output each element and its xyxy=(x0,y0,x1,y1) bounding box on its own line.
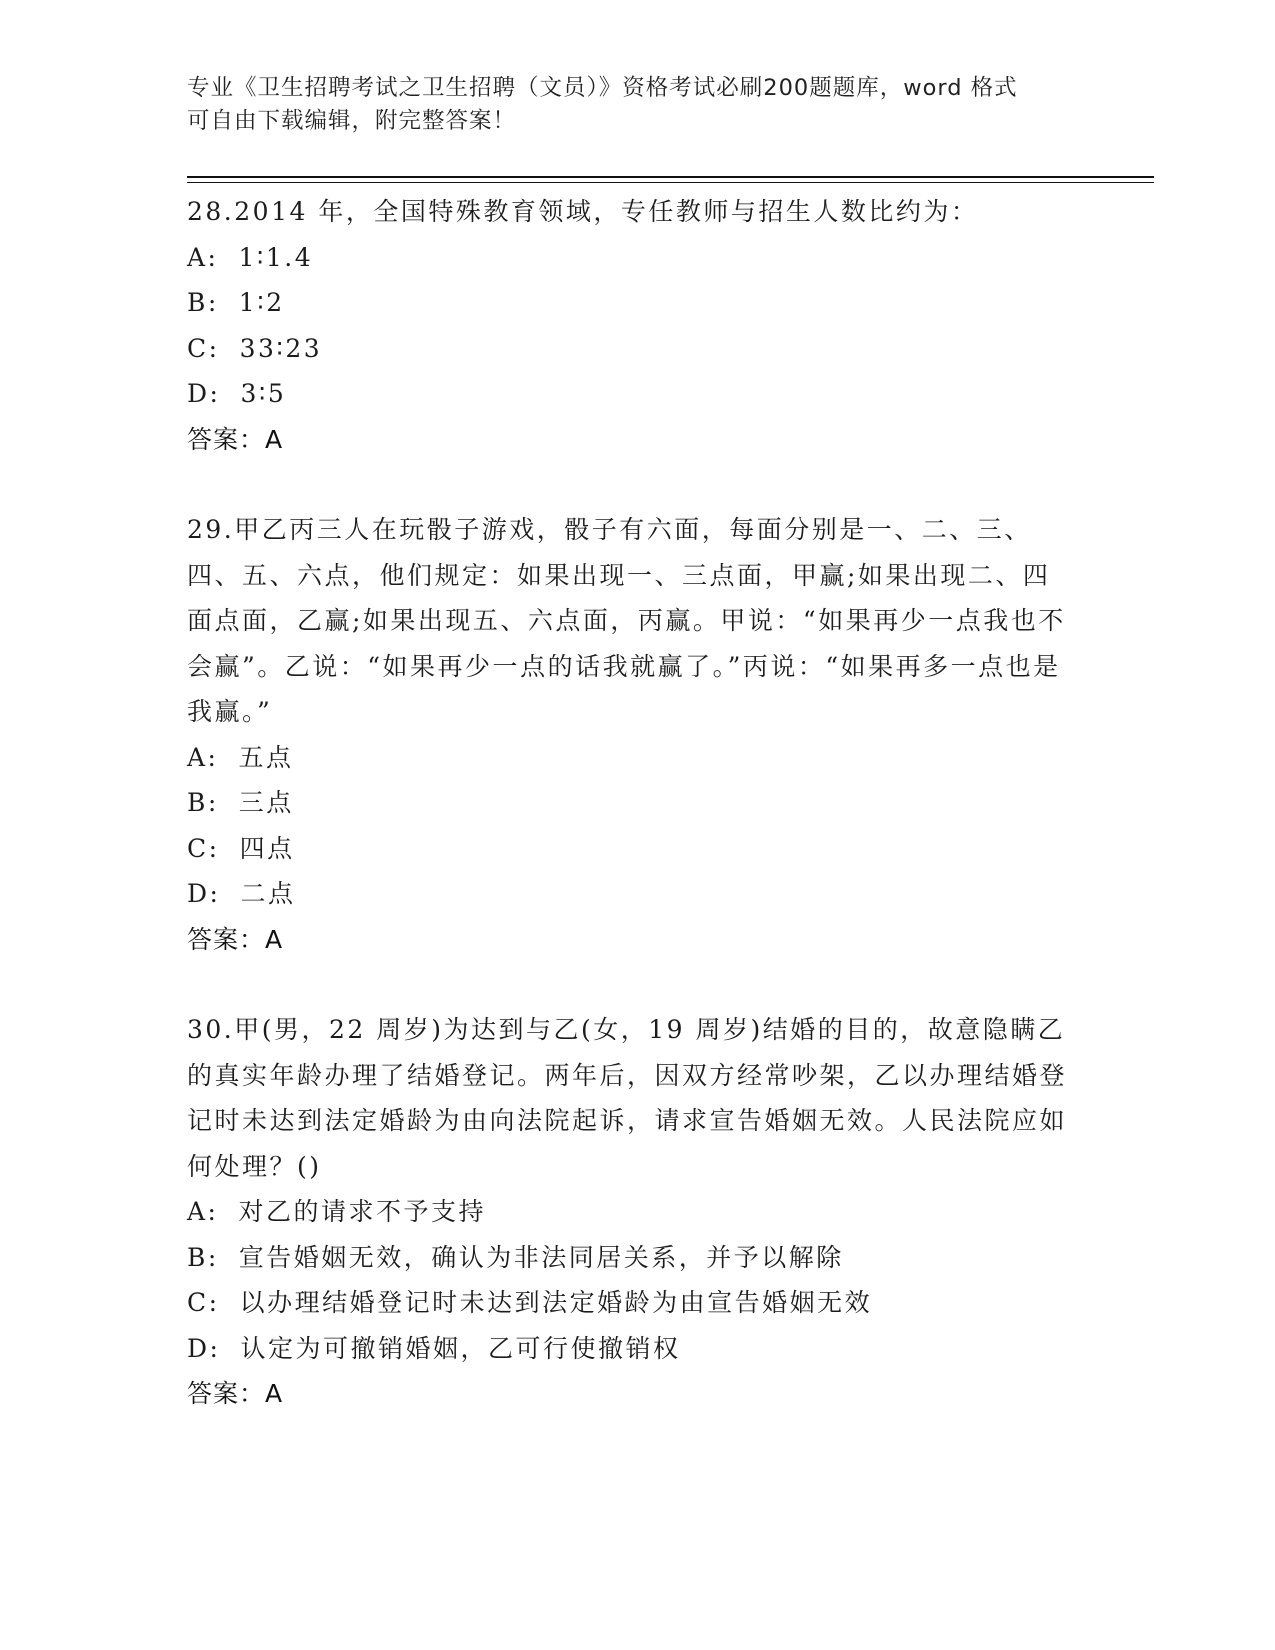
option-letter: C: xyxy=(187,833,220,863)
option-text: 宣告婚姻无效，确认为非法同居关系，并予以解除 xyxy=(238,1242,844,1272)
header-line-2: 可自由下载编辑，附完整答案！ xyxy=(187,108,517,134)
option-a xyxy=(187,735,1077,781)
option-text: 以办理结婚登记时未达到法定婚龄为由宣告婚姻无效 xyxy=(239,1288,873,1317)
question-29 xyxy=(187,507,1077,962)
option-text: 1∶1.4 xyxy=(238,242,314,272)
option-text: 33∶23 xyxy=(239,333,323,363)
option-letter: A: xyxy=(187,1197,219,1226)
option-text: 对乙的请求不予支持 xyxy=(238,1197,486,1226)
header-line-1: 专业《卫生招聘考试之卫生招聘（文员）》资格考试必刷200题题库，word 格式 xyxy=(187,75,1018,101)
question-stem: 29.甲乙丙三人在玩骰子游戏，骰子有六面，每面分别是一、二、三、四、五、六点，他们规定：如果出现一、三点面，甲赢;如果出现二、四面点面，乙赢;如果出现五、六点面，丙赢。甲说：“如果再少一点我也不会赢”。乙说：“如果再少一点的话我就赢了。”丙说：“如果再多一点也是我赢。” xyxy=(187,515,1066,726)
header-divider-thick xyxy=(187,176,1154,178)
option-text: 3∶5 xyxy=(240,379,287,408)
answer-line: 答案：A xyxy=(187,924,284,954)
document-header xyxy=(187,72,1067,138)
question-30 xyxy=(187,1007,1077,1417)
question-stem: 28.2014 年，全国特殊教育领域，专任教师与招生人数比约为： xyxy=(187,197,979,226)
question-28 xyxy=(187,189,1077,462)
option-text: 四点 xyxy=(239,833,295,863)
option-text: 三点 xyxy=(238,788,294,817)
option-letter: D: xyxy=(187,879,221,908)
option-letter: A: xyxy=(187,242,219,272)
option-letter: C: xyxy=(187,1288,220,1317)
option-text: 五点 xyxy=(238,742,294,772)
option-b xyxy=(187,780,1077,826)
option-c xyxy=(187,1280,1077,1326)
option-c xyxy=(187,326,1077,372)
option-letter: B: xyxy=(187,788,219,817)
option-text: 二点 xyxy=(240,879,296,908)
option-letter: C: xyxy=(187,333,220,363)
answer-line: 答案：A xyxy=(187,1379,284,1408)
option-text: 1∶2 xyxy=(238,288,285,317)
header-divider-thin xyxy=(187,182,1154,183)
option-letter: B: xyxy=(187,1242,219,1272)
option-b xyxy=(187,1235,1077,1281)
option-d xyxy=(187,871,1077,917)
answer-line: 答案：A xyxy=(187,424,284,454)
option-b xyxy=(187,280,1077,326)
option-text: 认定为可撤销婚姻，乙可行使撤销权 xyxy=(240,1333,681,1363)
question-list xyxy=(187,189,1077,1462)
option-d xyxy=(187,1326,1077,1372)
option-letter: A: xyxy=(187,742,219,772)
option-d xyxy=(187,371,1077,417)
option-letter: D: xyxy=(187,379,221,408)
option-letter: D: xyxy=(187,1333,221,1363)
question-stem: 30.甲(男，22 周岁)为达到与乙(女，19 周岁)结婚的目的，故意隐瞒乙的真实年龄办理了结婚登记。两年后，因双方经常吵架，乙以办理结婚登记时未达到法定婚龄为由向法院起诉，请求宣告婚姻无效。人民法院应如何处理？() xyxy=(187,1015,1068,1181)
option-c xyxy=(187,826,1077,872)
option-letter: B: xyxy=(187,288,219,317)
option-a xyxy=(187,1189,1077,1235)
option-a xyxy=(187,235,1077,281)
